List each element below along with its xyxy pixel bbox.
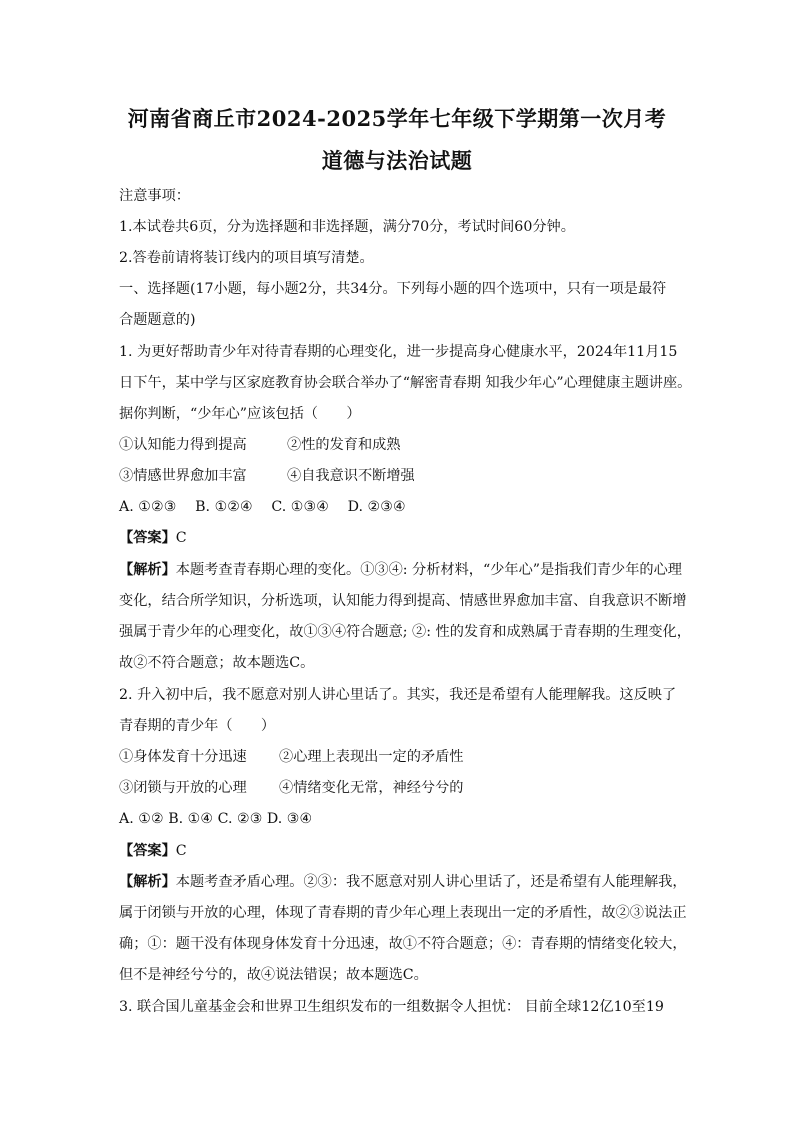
answer-tag: 【答案】 (119, 843, 176, 859)
q1-option: ②性的发育和成熟 (287, 437, 401, 453)
answer-value: C (175, 843, 187, 859)
analysis-text: 本题考查矛盾心理。②③：我不愿意对别人讲心里话了，还是希望有人能理解我， (175, 874, 687, 890)
analysis-tag: 【解析】 (119, 874, 176, 890)
notice-item-2: 2.答卷前请将装订线内的项目填写清楚。 (119, 250, 374, 266)
answer-tag: 【答案】 (119, 530, 176, 546)
q2-analysis-line: 确；①：题干没有体现身体发育十分迅速，故①不符合题意；④：青春期的情绪变化较大， (119, 936, 687, 952)
q2-option: ②心理上表现出一定的矛盾性 (279, 749, 464, 765)
q1-option: ④自我意识不断增强 (287, 468, 415, 484)
q2-option: ③闭锁与开放的心理 (119, 780, 247, 796)
q1-answer (119, 529, 187, 547)
q2-analysis-line: 属于闭锁与开放的心理，体现了青春期的青少年心理上表现出一定的矛盾性，故②③说法正 (119, 905, 687, 921)
q1-options-row (119, 436, 401, 454)
q1-stem-line: 日下午，某中学与区家庭教育协会联合举办了“解密青春期 知我少年心”心理健康主题讲座。 (119, 375, 692, 391)
notice-item-1: 1.本试卷共6页，分为选择题和非选择题，满分70分，考试时间60分钟。 (119, 219, 575, 235)
q1-analysis-line: 强属于青少年的心理变化，故①③④符合题意; ②: 性的发育和成熟属于青春期的生理变化， (119, 624, 691, 640)
q1-stem-line: 1. 为更好帮助青少年对待青春期的心理变化，进一步提高身心健康水平，2024年11月15 (119, 344, 678, 360)
analysis-text: 本题考查青春期心理的变化。①③④: 分析材料，“少年心”是指我们青少年的心理 (175, 562, 682, 578)
q2-options-row (119, 779, 463, 797)
answer-value: C (175, 530, 187, 546)
analysis-tag: 【解析】 (119, 562, 176, 578)
q1-option: ③情感世界愈加丰富 (119, 468, 247, 484)
q1-options-row (119, 467, 415, 485)
q2-option: ①身体发育十分迅速 (119, 749, 247, 765)
notice-heading: 注意事项： (119, 188, 190, 204)
q2-options-row (119, 748, 463, 766)
q2-analysis-line (119, 873, 687, 891)
q1-analysis-line: 故②不符合题意；故本题选C。 (119, 655, 315, 671)
q2-stem-line: 2. 升入初中后，我不愿意对别人讲心里话了。其实，我还是希望有人能理解我。这反映了 (119, 687, 677, 703)
q2-option: ④情绪变化无常，神经兮兮的 (279, 780, 464, 796)
q1-analysis-line (119, 561, 682, 579)
q1-analysis-line: 变化，结合所学知识，分析选项，认知能力得到提高、情感世界愈加丰富、自我意识不断增 (119, 593, 687, 609)
q2-answer (119, 842, 187, 860)
section-heading: 一、选择题(17小题，每小题2分，共34分。下列每小题的四个选项中，只有一项是最符 (119, 281, 667, 297)
q1-option: ①认知能力得到提高 (119, 437, 247, 453)
q1-choices: A. ①②③ B. ①②④ C. ①③④ D. ②③④ (119, 499, 406, 515)
document-subtitle: 道德与法治试题 (321, 148, 473, 173)
q2-analysis-line: 但不是神经兮兮的，故④说法错误；故本题选C。 (119, 967, 428, 983)
section-heading-cont: 合题题意的) (119, 312, 196, 328)
q2-stem-line: 青春期的青少年（ ） (119, 718, 276, 734)
q2-choices: A. ①② B. ①④ C. ②③ D. ③④ (119, 811, 313, 827)
q1-stem-line: 据你判断，“少年心”应该包括（ ） (119, 406, 361, 422)
document-title: 河南省商丘市2024-2025学年七年级下学期第一次月考 (127, 106, 667, 131)
q3-stem-line: 3. 联合国儿童基金会和世界卫生组织发布的一组数据令人担忧： 目前全球12亿10至19 (119, 999, 664, 1015)
